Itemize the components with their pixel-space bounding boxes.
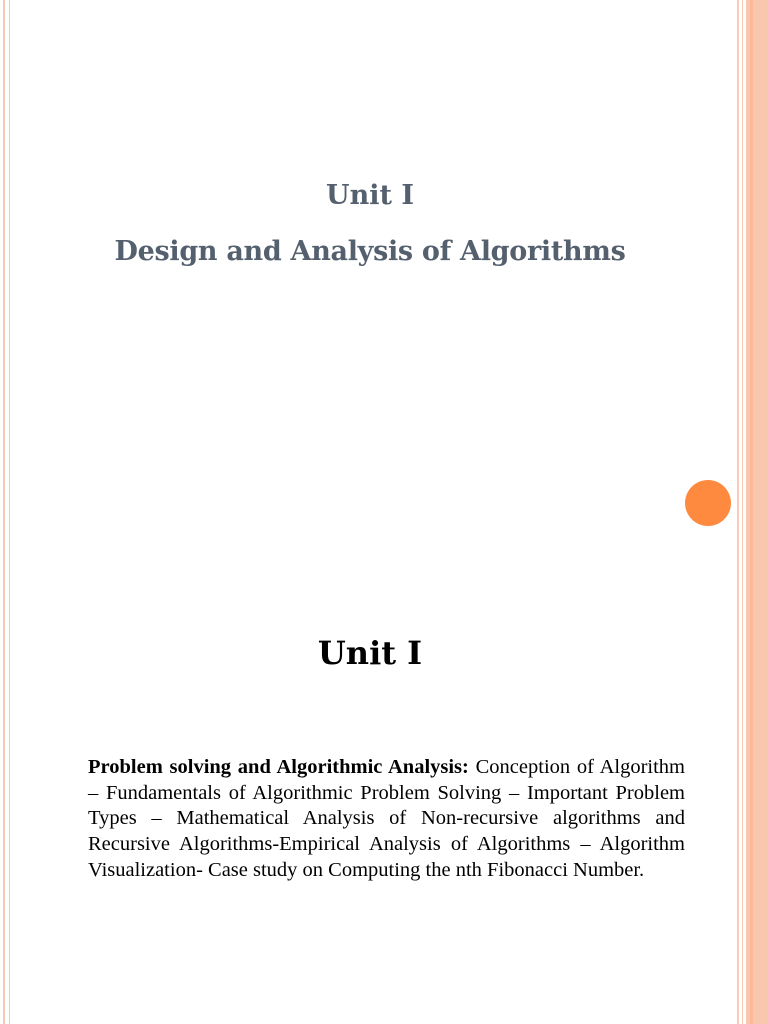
syllabus-paragraph: [88, 755, 685, 884]
section-heading: Unit I: [317, 634, 423, 672]
syllabus-text: Conception of Algorithm – Fundamentals of Algorithmic Problem Solving – Important Problem Types – Mathematical Analysis of Non-recursive algorithms and Recursive Algorithms-Empirical Analysis of Algorithms – Algorithm Visualization- Case study on Computing the nth Fibonacci Number.: [88, 756, 686, 881]
right-band-stripe: [750, 0, 753, 1024]
left-border-line-inner: [9, 0, 10, 1024]
left-border-line: [3, 0, 5, 1024]
syllabus-lead: Problem solving and Algorithmic Analysis:: [88, 756, 469, 778]
slide-divider-dot-icon: [685, 480, 731, 526]
right-border-line-inner: [742, 0, 743, 1024]
slide-title-course: Design and Analysis of Algorithms: [114, 236, 626, 267]
right-border-line: [737, 0, 739, 1024]
slide-title-unit: Unit I: [326, 180, 414, 211]
